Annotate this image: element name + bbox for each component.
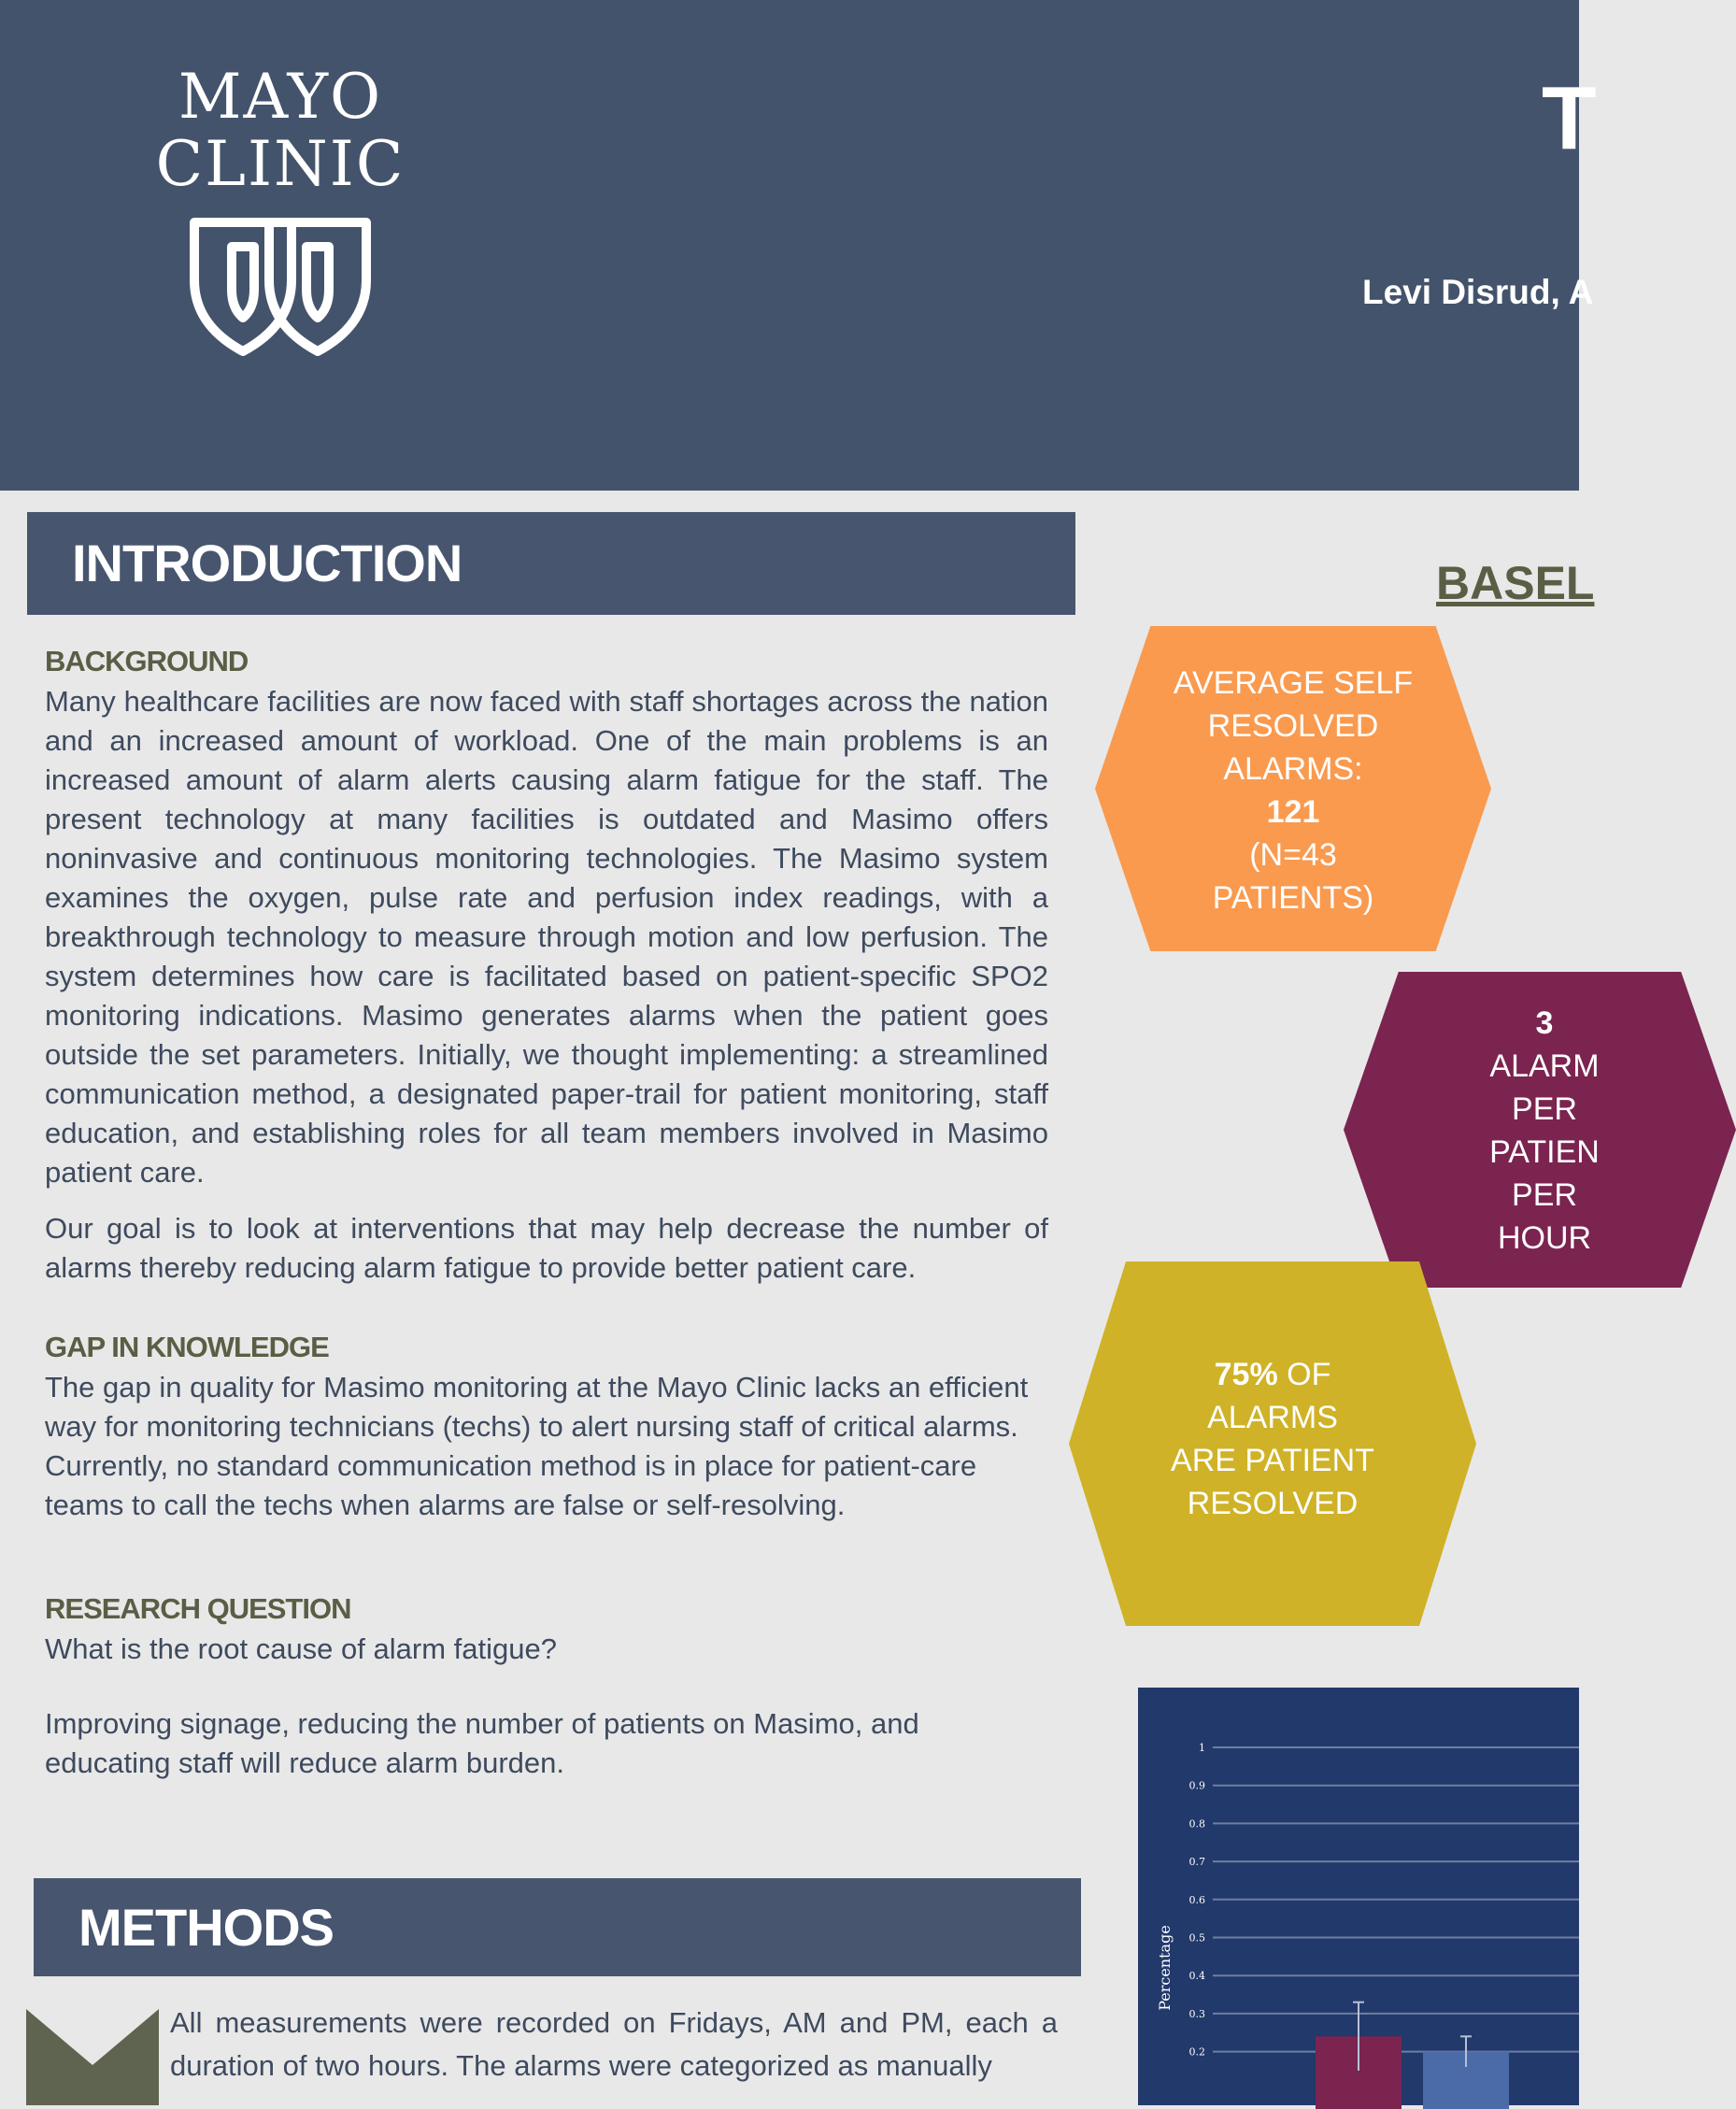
y-tick-label: 0.4	[1188, 1970, 1205, 1983]
gap-heading: GAP IN KNOWLEDGE	[45, 1331, 329, 1363]
goal-text: Our goal is to look at interventions that may help decrease the number of alarms thereby reducing alarm fatigue to provide better patient care.	[45, 1212, 1048, 1284]
hex-text	[1069, 1353, 1476, 1525]
hex1-line4: (N=43	[1249, 837, 1337, 873]
methods-text: All measurements were recorded on Fridays, AM and PM, each a duration of two hours. The alarms were categorized as manually	[170, 2006, 1058, 2082]
background-heading: BACKGROUND	[45, 645, 249, 677]
shield-logo-icon	[187, 215, 374, 361]
hex-text	[1095, 662, 1491, 919]
logo-line-1: MAYO	[178, 61, 383, 133]
hex3-line1-text: OF	[1277, 1357, 1331, 1392]
hex-self-resolved-alarms	[1095, 626, 1491, 951]
methods-body	[170, 2002, 1058, 2088]
baseline-chart	[1138, 1688, 1579, 2105]
hex-patient-resolved-alarms	[1069, 1261, 1476, 1626]
hex-text	[1451, 1002, 1638, 1260]
hex3-line1	[1069, 1353, 1476, 1396]
hex1-line1: AVERAGE SELF	[1173, 665, 1414, 701]
y-tick-label: 0.9	[1188, 1779, 1205, 1792]
hex-alarms-per-patient-per-hour	[1344, 972, 1736, 1288]
y-axis-label: Percentage	[1156, 1925, 1174, 2011]
poster-header	[0, 0, 1597, 491]
y-tick-label: 1	[1199, 1742, 1205, 1754]
hex2-line2: PER	[1512, 1091, 1577, 1127]
mayo-clinic-logo	[131, 61, 430, 361]
y-tick-label: 0.7	[1188, 1856, 1205, 1869]
introduction-heading: INTRODUCTION	[72, 534, 462, 592]
hex2-line3: PATIEN	[1489, 1134, 1600, 1170]
introduction-heading-bar	[27, 512, 1075, 615]
hypothesis-text: Improving signage, reducing the number of patients on Masimo, and educating staff will reduce alarm burden.	[45, 1707, 919, 1779]
hex2-line4: PER	[1512, 1177, 1577, 1213]
y-tick-label: 0.3	[1188, 2007, 1205, 2020]
hex2-line1: ALARM	[1489, 1048, 1600, 1084]
gap-text: The gap in quality for Masimo monitoring at the Mayo Clinic lacks an efficient way for monitoring technicians (techs) to alert nursing staff of critical alarms. Currently, no standard communication method is in place for patient-care teams to call the techs when alarms are false or self-resolving.	[45, 1371, 1029, 1521]
logo-line-2: CLINIC	[155, 128, 406, 200]
poster-authors: Levi Disrud, A	[1362, 273, 1594, 311]
y-tick-label: 0.5	[1188, 1931, 1205, 1945]
hex3-line3: ARE PATIENT	[1171, 1443, 1374, 1478]
background-text: Many healthcare facilities are now faced with staff shortages across the nation and an increased amount of workload. One of the main problems is an increased amount of alarm alerts causing alarm fatigue for the staff. The present technology at many facilities is outdated and Masimo offers noninvasive and continuous monitoring technologies. The Masimo system examines the oxygen, pulse rate and perfusion index readings, with a breakthrough technology to measure through motion and low perfusion. The system determines how care is facilitated based on patient-specific SPO2 monitoring indications. Masimo generates alarms when the patient goes outside the set parameters. Initially, we thought implementing: a streamlined communication method, a designated paper-trail for patient monitoring, staff education, and establishing roles for all team members involved in Masimo patient care.	[45, 685, 1048, 1189]
research-question-heading: RESEARCH QUESTION	[45, 1592, 351, 1625]
y-tick-label: 0.8	[1188, 1817, 1205, 1831]
introduction-body	[45, 645, 1048, 1783]
hex2-line5: HOUR	[1497, 1220, 1592, 1256]
y-tick-label: 0.2	[1188, 2045, 1205, 2059]
baseline-heading: BASEL	[1436, 557, 1595, 609]
hex1-value: 121	[1266, 794, 1320, 830]
chart-svg	[1138, 1688, 1579, 2105]
y-tick-label: 0.6	[1188, 1893, 1205, 1906]
methods-heading-bar	[34, 1878, 1081, 1976]
hex3-value: 75%	[1214, 1357, 1278, 1392]
hex3-line4: RESOLVED	[1187, 1486, 1359, 1521]
hex1-line2: RESOLVED	[1207, 708, 1379, 744]
chevron-down-icon	[26, 2009, 159, 2105]
hex2-value: 3	[1535, 1005, 1554, 1041]
hex3-line2: ALARMS	[1207, 1400, 1338, 1435]
research-question-text: What is the root cause of alarm fatigue?	[45, 1632, 557, 1665]
methods-heading: METHODS	[78, 1898, 334, 1957]
hex1-line3: ALARMS:	[1223, 751, 1363, 787]
hex1-line5: PATIENTS)	[1212, 880, 1374, 916]
poster-title: T	[1542, 68, 1597, 168]
